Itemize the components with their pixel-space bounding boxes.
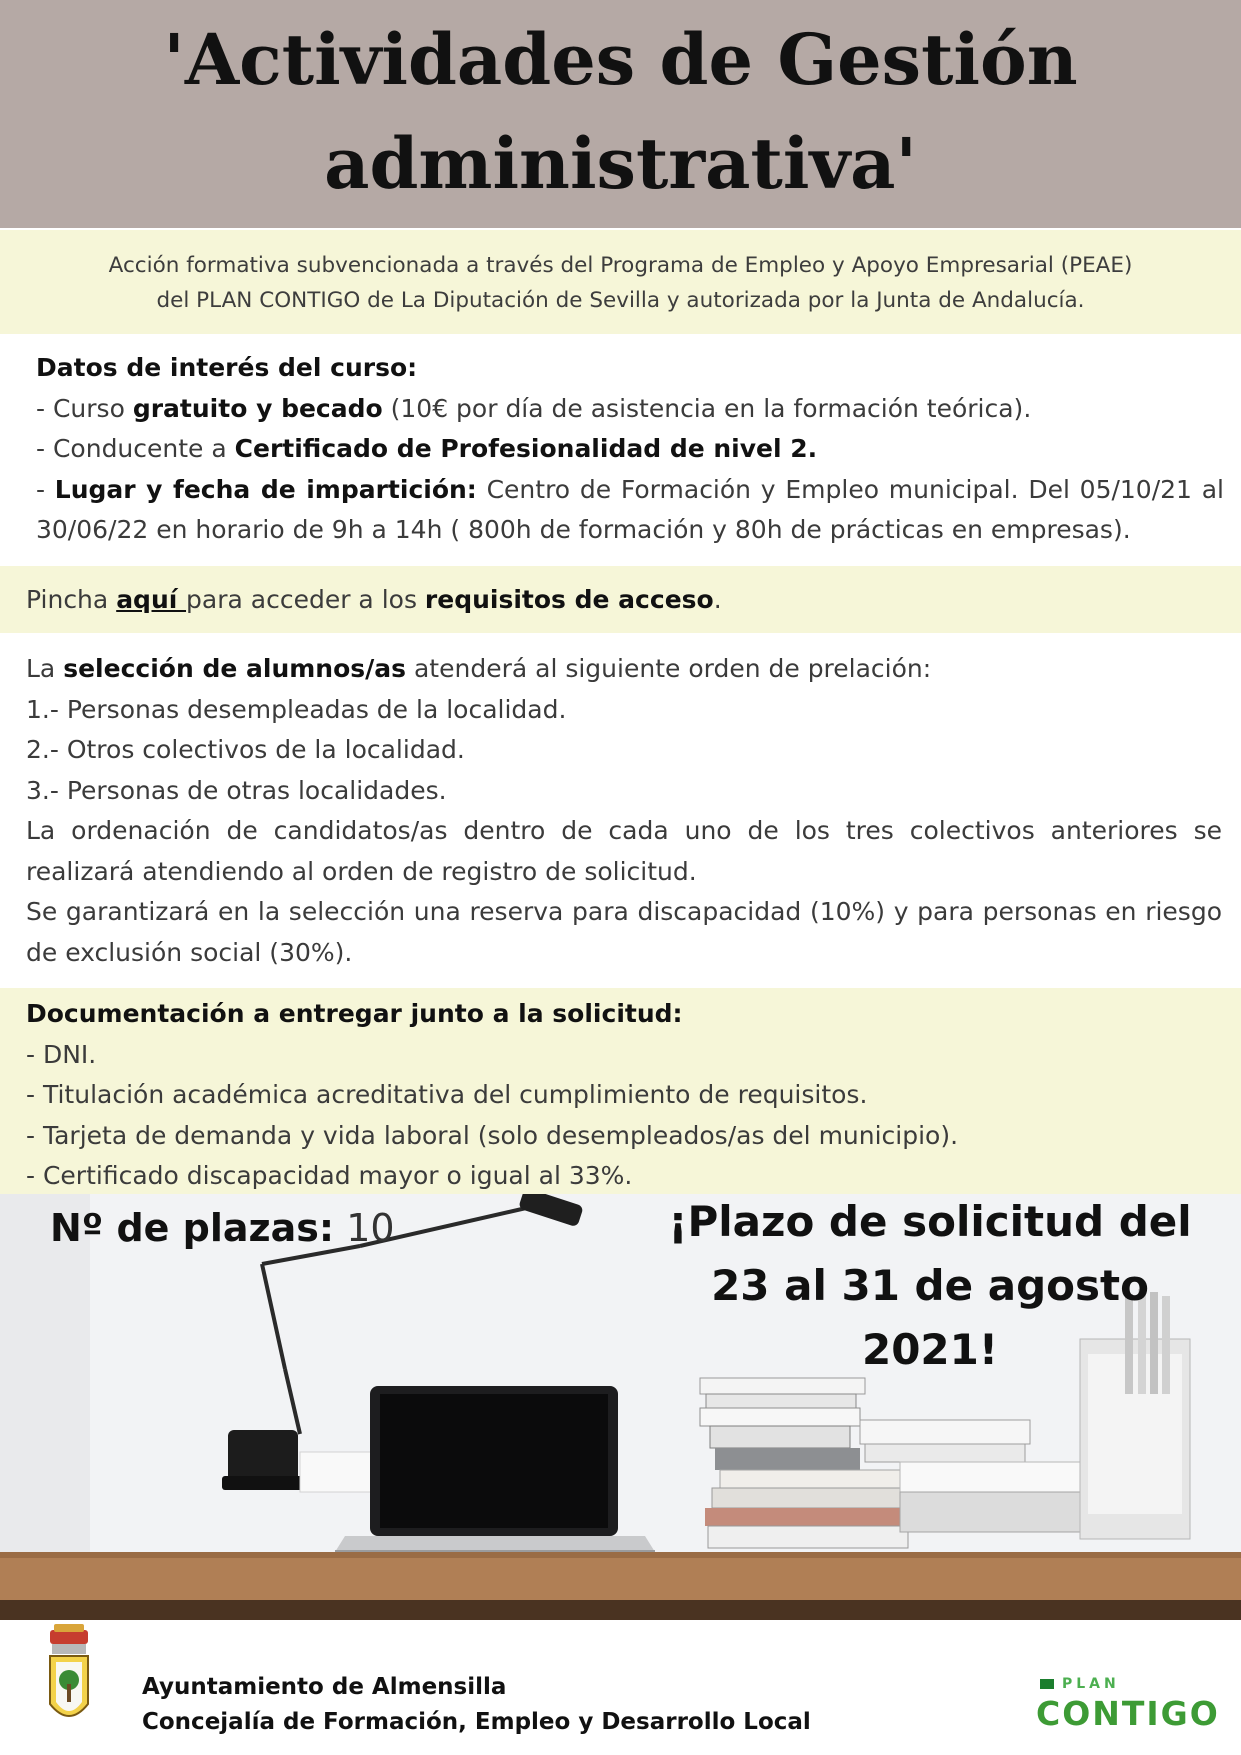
intro-line-1: Acción formativa subvencionada a través del Programa de Empleo y Apoyo Empresarial (PEAE)	[108, 253, 1133, 278]
list-item: - DNI.	[26, 1039, 97, 1069]
selection-intro	[26, 649, 1222, 690]
selection-rest: atenderá al siguiente orden de prelación:	[406, 654, 932, 683]
title-line-1: 'Actividades de Gestión	[163, 18, 1078, 101]
organization-line-1: Ayuntamiento de Almensilla	[142, 1674, 507, 1700]
detail-place-date	[36, 470, 1224, 551]
selection-order-paragraph: La ordenación de candidatos/as dentro de cada uno de los tres colectivos anteriores se realizará atendiendo al orden de registro de solicitud.	[26, 816, 1222, 886]
detail-place-prefix: -	[36, 474, 55, 504]
organization-line-2: Concejalía de Formación, Empleo y Desarrollo Local	[142, 1709, 811, 1735]
seats-count	[50, 1200, 395, 1256]
selection-bold: selección de alumnos/as	[63, 654, 407, 683]
course-details	[36, 348, 1224, 551]
town-crest-icon	[48, 1624, 90, 1734]
intro-line-2: del PLAN CONTIGO de La Diputación de Sevilla y autorizada por la Junta de Andalucía.	[156, 288, 1085, 313]
access-prefix: Pincha	[26, 585, 117, 614]
deadline-line-2: 23 al 31 de agosto 2021!	[711, 1261, 1149, 1374]
list-item: 3.- Personas de otras localidades.	[26, 775, 447, 805]
organization-name	[142, 1670, 811, 1740]
title-line-2: administrativa'	[324, 122, 917, 205]
documents-section	[26, 994, 1222, 1197]
seats-label: Nº de plazas:	[50, 1206, 335, 1250]
course-details-heading: Datos de interés del curso:	[36, 353, 418, 382]
requirements-link[interactable]: aquí	[116, 585, 187, 614]
logo-plan-text: PLAN	[1062, 1676, 1120, 1692]
detail-certificate-bold: Certificado de Profesionalidad de nivel 2.	[234, 434, 818, 463]
deadline-line-1: ¡Plazo de solicitud del	[668, 1197, 1192, 1246]
selection-prefix: La	[26, 654, 64, 683]
detail-place-rest: Centro de Formación y Empleo municipal. Del 05/10/21 al 30/06/22 en horario de 9h a 14h ( 800h de formación y 80h de prácticas en empresas).	[36, 474, 1224, 544]
documents-heading: Documentación a entregar junto a la solicitud:	[26, 999, 683, 1028]
detail-free	[36, 389, 1224, 430]
logo-contigo-text: CONTIGO	[1036, 1694, 1220, 1733]
selection-section	[26, 649, 1222, 973]
detail-free-rest: (10€ por día de asistencia en la formación teórica).	[382, 393, 1032, 423]
detail-certificate	[36, 429, 1224, 470]
seats-value: 10	[334, 1206, 395, 1250]
intro-text	[30, 248, 1211, 318]
list-item: 1.- Personas desempleadas de la localidad.	[26, 694, 567, 724]
intro-band	[0, 230, 1241, 334]
access-suffix: .	[713, 585, 722, 614]
access-requirements-bold: requisitos de acceso	[424, 585, 714, 614]
selection-reserve-paragraph: Se garantizará en la selección una reserva para discapacidad (10%) y para personas en riesgo de exclusión social (30%).	[26, 897, 1222, 967]
list-item: - Tarjeta de demanda y vida laboral (solo desempleados/as del municipio).	[26, 1120, 959, 1150]
access-line	[26, 580, 1216, 621]
detail-place-bold: Lugar y fecha de impartición:	[54, 474, 477, 504]
list-item: 2.- Otros colectivos de la localidad.	[26, 735, 465, 764]
application-deadline	[640, 1190, 1220, 1382]
page-title	[0, 8, 1241, 216]
access-middle: para acceder a los	[186, 585, 425, 614]
detail-free-prefix: - Curso	[36, 393, 133, 423]
list-item: - Certificado discapacidad mayor o igual al 33%.	[26, 1161, 633, 1190]
plan-contigo-logo	[1036, 1676, 1220, 1738]
list-item: - Titulación académica acreditativa del cumplimiento de requisitos.	[26, 1080, 868, 1109]
detail-free-bold: gratuito y becado	[132, 393, 383, 423]
detail-certificate-prefix: - Conducente a	[36, 434, 235, 463]
